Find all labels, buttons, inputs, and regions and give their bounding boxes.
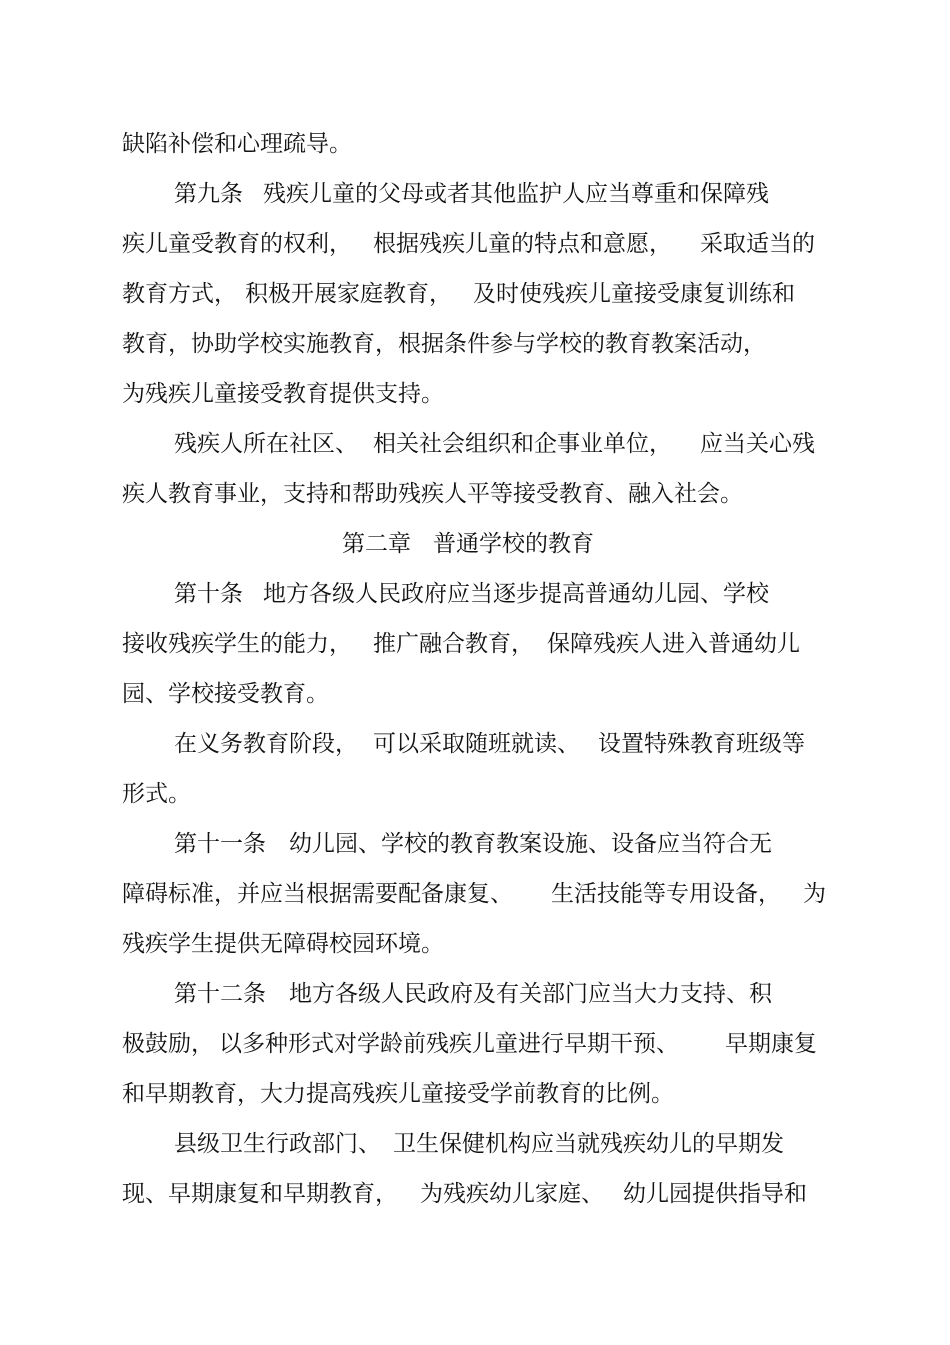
text-segment: 县级卫生行政部门、 [174, 1131, 381, 1157]
article-12-heading-line [0, 977, 950, 1011]
text-segment: 园、学校接受教育。 [122, 681, 329, 707]
text-segment: 采取适当的 [700, 231, 815, 257]
article-10-heading-line [0, 577, 950, 611]
text-line [0, 1127, 950, 1161]
text-segment: 疾人教育事业，支持和帮助残疾人平等接受教育、融入社会。 [122, 481, 743, 507]
text-segment: 早期康复 [725, 1031, 817, 1057]
text-line [0, 1177, 950, 1211]
text-line [0, 427, 950, 461]
article-9-heading-line [0, 177, 950, 211]
chapter-title: 普通学校的教育 [433, 531, 594, 557]
text-segment: 疾儿童受教育的权利， [122, 231, 352, 257]
text-line [0, 377, 950, 411]
text-segment: 及时使残疾儿童接受康复训练和 [473, 281, 795, 307]
article-number: 第十二条 [174, 981, 266, 1007]
text-line [0, 877, 950, 911]
text-segment: 地方各级人民政府应当逐步提高普通幼儿园、学校 [263, 581, 769, 607]
text-segment: 幼儿园提供指导和 [623, 1181, 807, 1207]
chapter-heading [0, 527, 950, 561]
text-segment: 教育，协助学校实施教育，根据条件参与学校的教育教案活动， [122, 331, 766, 357]
text-segment: 障碍标准，并应当根据需要配备康复、 [122, 881, 513, 907]
article-number: 第九条 [174, 181, 243, 207]
text-segment: 卫生保健机构应当就残疾幼儿的早期发 [393, 1131, 784, 1157]
text-segment: 残疾学生提供无障碍校园环境。 [122, 931, 444, 957]
text-segment: 和早期教育，大力提高残疾儿童接受学前教育的比例。 [122, 1081, 674, 1107]
text-segment: 为残疾儿童接受教育提供支持。 [122, 381, 444, 407]
text-line [0, 927, 950, 961]
text-line [0, 1027, 950, 1061]
text-segment: 残疾儿童的父母或者其他监护人应当尊重和保障残 [263, 181, 769, 207]
article-number: 第十一条 [174, 831, 266, 857]
article-11-heading-line [0, 827, 950, 861]
text-line [0, 477, 950, 511]
text-segment: 保障残疾人进入普通幼儿 [547, 631, 800, 657]
text-segment: 相关社会组织和企事业单位， [373, 431, 672, 457]
text-segment: 残疾人所在社区、 [174, 431, 358, 457]
text-segment: 教育方式， [122, 281, 237, 307]
text-segment: 为残疾幼儿家庭、 [420, 1181, 604, 1207]
text-segment: 为 [803, 881, 826, 907]
text-segment: 以多种形式对学龄前残疾儿童进行早期干预、 [219, 1031, 679, 1057]
text-line [0, 627, 950, 661]
text-segment: 接收残疾学生的能力， [122, 631, 352, 657]
text-segment: 积极开展家庭教育， [245, 281, 452, 307]
text-segment: 极鼓励， [122, 1031, 214, 1057]
article-number: 第十条 [174, 581, 243, 607]
text-segment: 根据残疾儿童的特点和意愿， [373, 231, 672, 257]
text-line [0, 777, 950, 811]
chapter-number: 第二章 [342, 531, 411, 557]
text-segment: 现、早期康复和早期教育， [122, 1181, 398, 1207]
text-segment: 设置特殊教育班级等 [598, 731, 805, 757]
text-segment: 应当关心残 [700, 431, 815, 457]
text-line [0, 227, 950, 261]
text-line [0, 727, 950, 761]
text-segment: 形式。 [122, 781, 191, 807]
text-segment: 可以采取随班就读、 [373, 731, 580, 757]
text-segment: 地方各级人民政府及有关部门应当大力支持、积 [289, 981, 772, 1007]
text-line [0, 277, 950, 311]
text-segment: 生活技能等专用设备， [551, 881, 781, 907]
text-line [0, 677, 950, 711]
text-line [0, 327, 950, 361]
text-segment: 缺陷补偿和心理疏导。 [122, 131, 352, 157]
text-line [0, 1077, 950, 1111]
text-segment: 在义务教育阶段， [174, 731, 358, 757]
text-segment: 幼儿园、学校的教育教案设施、设备应当符合无 [289, 831, 772, 857]
text-line [0, 127, 950, 161]
text-segment: 推广融合教育， [373, 631, 534, 657]
